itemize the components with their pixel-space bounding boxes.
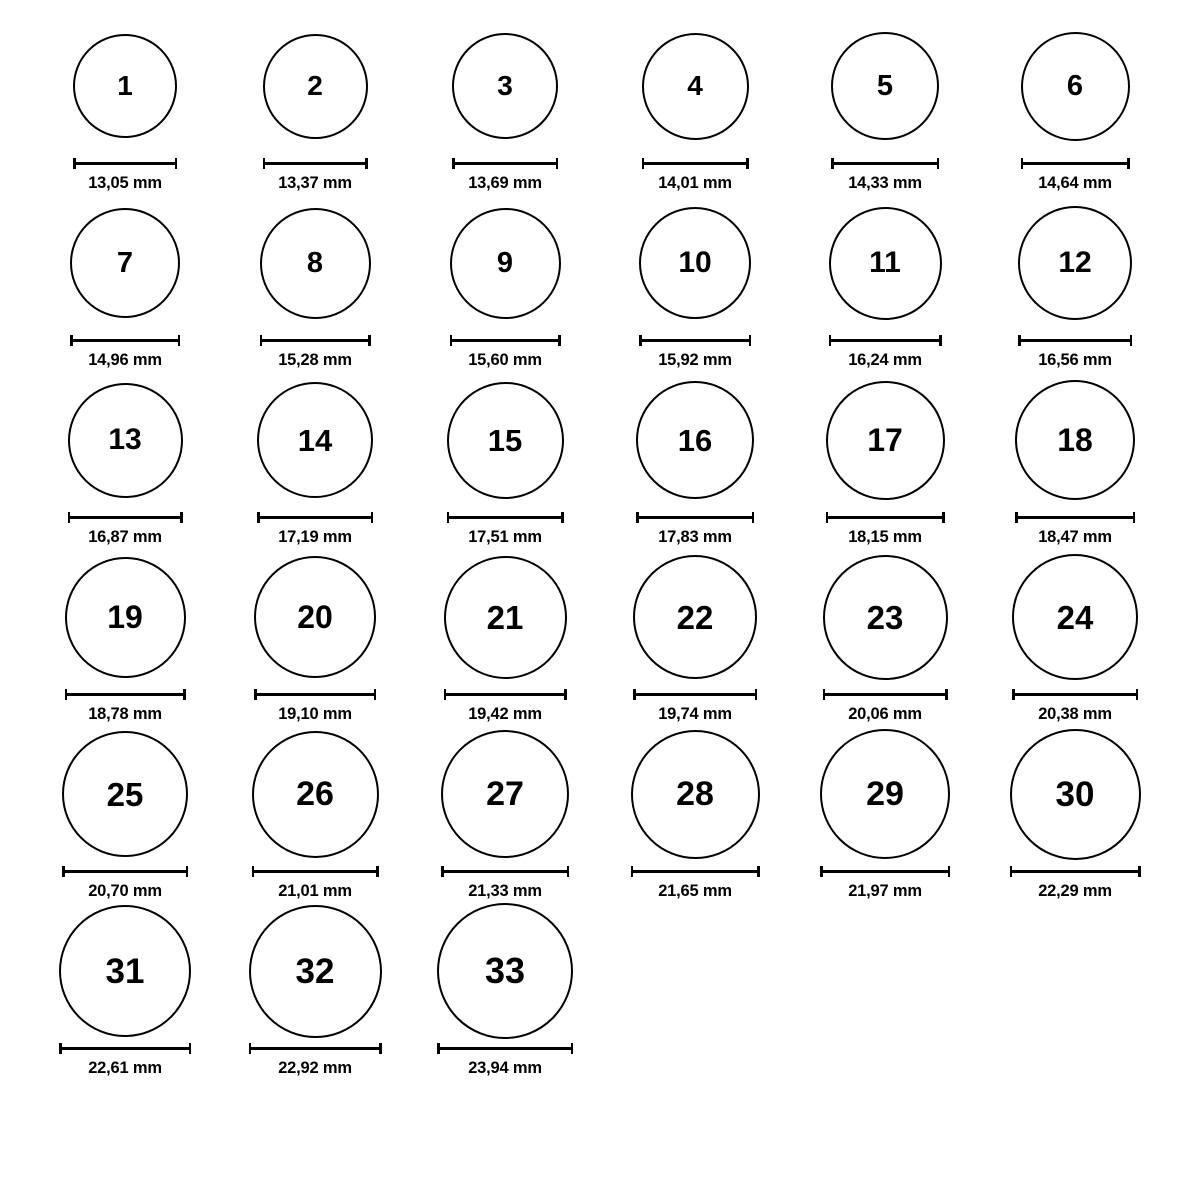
ring-circle xyxy=(829,207,942,320)
ring-size-label: 2 xyxy=(307,70,323,101)
ring-circle-wrap xyxy=(59,903,191,1039)
diameter-measure xyxy=(70,335,180,370)
ring-circle-wrap xyxy=(829,195,942,331)
ring-size-label: 16 xyxy=(677,422,713,458)
ring-circle-wrap xyxy=(249,903,382,1039)
ring-size-label: 20 xyxy=(297,599,333,635)
measure-bar-icon xyxy=(826,512,945,523)
ring-circle-wrap xyxy=(1021,18,1130,154)
measure-bar-line xyxy=(260,339,371,342)
ring-size-cell xyxy=(220,18,410,195)
measure-bar-line xyxy=(831,162,939,165)
diameter-value: 14,33 mm xyxy=(848,174,922,192)
measure-bar-line xyxy=(447,516,564,519)
measure-bar-line xyxy=(59,1047,191,1050)
diameter-value: 13,05 mm xyxy=(88,174,162,192)
ring-circle-wrap xyxy=(252,726,379,862)
ring-circle-wrap xyxy=(441,726,569,862)
diameter-value: 18,78 mm xyxy=(88,705,162,723)
ring-size-label: 7 xyxy=(116,246,134,279)
ring-size-cell xyxy=(30,18,220,195)
ring-circle xyxy=(1012,554,1138,680)
ring-circle xyxy=(249,905,382,1038)
diameter-value: 16,24 mm xyxy=(848,351,922,369)
diameter-value: 22,61 mm xyxy=(88,1059,162,1077)
ring-circle xyxy=(639,207,751,319)
measure-bar-icon xyxy=(437,1043,573,1054)
ring-size-label: 22 xyxy=(676,598,714,636)
diameter-value: 21,65 mm xyxy=(658,882,732,900)
diameter-measure xyxy=(1015,512,1135,547)
ring-circle xyxy=(444,556,567,679)
diameter-value: 14,96 mm xyxy=(88,351,162,369)
diameter-measure xyxy=(1021,158,1130,193)
diameter-value: 17,83 mm xyxy=(658,528,732,546)
measure-bar-line xyxy=(633,693,757,696)
ring-size-cell xyxy=(790,372,980,549)
ring-circle xyxy=(65,557,186,678)
ring-circle xyxy=(252,731,379,858)
ring-circle xyxy=(437,903,573,1039)
measure-bar-line xyxy=(823,693,948,696)
ring-size-label: 1 xyxy=(117,70,133,101)
measure-bar-icon xyxy=(636,512,754,523)
ring-circle xyxy=(441,730,569,858)
ring-size-label: 13 xyxy=(108,423,142,456)
diameter-value: 17,51 mm xyxy=(468,528,542,546)
ring-size-label: 23 xyxy=(866,598,904,636)
ring-size-label: 15 xyxy=(487,422,523,458)
diameter-measure xyxy=(633,689,757,724)
ring-circle-wrap xyxy=(636,372,754,508)
diameter-value: 21,01 mm xyxy=(278,882,352,900)
ring-size-label: 4 xyxy=(687,70,703,101)
ring-circle-wrap xyxy=(437,903,573,1039)
diameter-measure xyxy=(829,335,942,370)
ring-size-label: 14 xyxy=(297,422,333,458)
ring-size-cell xyxy=(410,549,600,726)
ring-size-label: 19 xyxy=(107,599,143,635)
ring-circle-wrap xyxy=(1010,726,1141,862)
ring-size-cell xyxy=(790,726,980,903)
measure-bar-icon xyxy=(450,335,561,346)
ring-circle-wrap xyxy=(826,372,945,508)
measure-bar-icon xyxy=(59,1043,191,1054)
diameter-measure xyxy=(260,335,371,370)
measure-bar-line xyxy=(639,339,751,342)
diameter-measure xyxy=(1012,689,1138,724)
ring-size-label: 30 xyxy=(1055,774,1095,814)
measure-bar-line xyxy=(452,162,558,165)
ring-circle-wrap xyxy=(65,549,186,685)
ring-circle-wrap xyxy=(260,195,371,331)
ring-circle xyxy=(260,208,371,319)
ring-circle xyxy=(257,382,373,498)
ring-circle xyxy=(1010,729,1141,860)
diameter-value: 13,37 mm xyxy=(278,174,352,192)
diameter-measure xyxy=(642,158,749,193)
ring-size-label: 3 xyxy=(497,70,513,101)
measure-bar-line xyxy=(437,1047,573,1050)
diameter-value: 20,06 mm xyxy=(848,705,922,723)
diameter-value: 17,19 mm xyxy=(278,528,352,546)
measure-bar-icon xyxy=(73,158,177,169)
measure-bar-icon xyxy=(252,866,379,877)
measure-bar-line xyxy=(450,339,561,342)
measure-bar-icon xyxy=(249,1043,382,1054)
measure-bar-line xyxy=(73,162,177,165)
ring-size-label: 18 xyxy=(1057,422,1093,458)
ring-circle xyxy=(70,208,180,318)
ring-size-cell xyxy=(790,195,980,372)
diameter-measure xyxy=(252,866,379,901)
diameter-measure xyxy=(441,866,569,901)
measure-bar-line xyxy=(65,693,186,696)
diameter-value: 20,38 mm xyxy=(1038,705,1112,723)
measure-bar-line xyxy=(826,516,945,519)
diameter-value: 15,60 mm xyxy=(468,351,542,369)
ring-size-label: 31 xyxy=(105,951,145,991)
measure-bar-line xyxy=(1018,339,1132,342)
measure-bar-icon xyxy=(441,866,569,877)
measure-bar-icon xyxy=(1018,335,1132,346)
ring-circle xyxy=(62,731,188,857)
ring-circle-wrap xyxy=(820,726,950,862)
measure-bar-icon xyxy=(447,512,564,523)
measure-bar-icon xyxy=(263,158,368,169)
diameter-measure xyxy=(1018,335,1132,370)
measure-bar-line xyxy=(631,870,760,873)
ring-size-cell xyxy=(600,195,790,372)
ring-circle xyxy=(452,33,558,139)
measure-bar-icon xyxy=(820,866,950,877)
measure-bar-icon xyxy=(260,335,371,346)
diameter-measure xyxy=(823,689,948,724)
measure-bar-line xyxy=(263,162,368,165)
ring-circle-wrap xyxy=(70,195,180,331)
ring-size-cell xyxy=(220,726,410,903)
ring-size-label: 24 xyxy=(1056,598,1094,636)
measure-bar-icon xyxy=(1012,689,1138,700)
diameter-value: 18,15 mm xyxy=(848,528,922,546)
ring-size-label: 32 xyxy=(295,951,335,991)
ring-circle-wrap xyxy=(450,195,561,331)
measure-bar-line xyxy=(829,339,942,342)
measure-bar-icon xyxy=(68,512,183,523)
ring-size-cell xyxy=(30,726,220,903)
diameter-measure xyxy=(639,335,751,370)
ring-size-cell xyxy=(30,372,220,549)
ring-circle-wrap xyxy=(254,549,376,685)
measure-bar-icon xyxy=(444,689,567,700)
measure-bar-icon xyxy=(257,512,373,523)
ring-size-grid xyxy=(0,18,1200,1080)
diameter-value: 18,47 mm xyxy=(1038,528,1112,546)
ring-size-label: 26 xyxy=(296,775,334,813)
diameter-measure xyxy=(62,866,188,901)
ring-size-cell xyxy=(220,372,410,549)
ring-size-label: 27 xyxy=(486,775,524,813)
ring-size-cell xyxy=(410,726,600,903)
diameter-value: 14,01 mm xyxy=(658,174,732,192)
ring-size-label: 17 xyxy=(867,422,903,458)
diameter-measure xyxy=(249,1043,382,1078)
ring-size-cell xyxy=(980,18,1170,195)
measure-bar-line xyxy=(820,870,950,873)
ring-size-cell xyxy=(980,726,1170,903)
measure-bar-icon xyxy=(633,689,757,700)
diameter-measure xyxy=(631,866,760,901)
measure-bar-line xyxy=(249,1047,382,1050)
measure-bar-icon xyxy=(831,158,939,169)
measure-bar-line xyxy=(257,516,373,519)
measure-bar-icon xyxy=(631,866,760,877)
ring-size-label: 21 xyxy=(486,598,524,636)
ring-circle-wrap xyxy=(642,18,749,154)
ring-size-cell xyxy=(790,549,980,726)
ring-size-cell xyxy=(220,195,410,372)
measure-bar-icon xyxy=(1015,512,1135,523)
diameter-value: 13,69 mm xyxy=(468,174,542,192)
diameter-measure xyxy=(59,1043,191,1078)
diameter-value: 22,92 mm xyxy=(278,1059,352,1077)
ring-circle-wrap xyxy=(631,726,760,862)
diameter-value: 16,56 mm xyxy=(1038,351,1112,369)
diameter-measure xyxy=(257,512,373,547)
ring-circle xyxy=(826,381,945,500)
diameter-measure xyxy=(1010,866,1141,901)
ring-circle xyxy=(633,555,757,679)
measure-bar-icon xyxy=(254,689,376,700)
ring-circle xyxy=(636,381,754,499)
ring-circle-wrap xyxy=(68,372,183,508)
ring-circle xyxy=(68,383,183,498)
ring-size-cell xyxy=(410,18,600,195)
diameter-measure xyxy=(820,866,950,901)
diameter-value: 14,64 mm xyxy=(1038,174,1112,192)
diameter-measure xyxy=(254,689,376,724)
ring-circle xyxy=(263,34,368,139)
ring-size-cell xyxy=(30,903,220,1080)
measure-bar-line xyxy=(62,870,188,873)
measure-bar-icon xyxy=(1010,866,1141,877)
ring-circle xyxy=(73,34,177,138)
ring-size-cell xyxy=(600,18,790,195)
ring-circle xyxy=(1015,380,1135,500)
ring-size-label: 12 xyxy=(1058,246,1092,279)
measure-bar-line xyxy=(444,693,567,696)
ring-size-cell xyxy=(600,726,790,903)
ring-circle xyxy=(831,32,939,140)
ring-circle xyxy=(820,729,950,859)
ring-size-label: 5 xyxy=(876,69,894,102)
measure-bar-icon xyxy=(1021,158,1130,169)
measure-bar-line xyxy=(636,516,754,519)
measure-bar-line xyxy=(254,693,376,696)
diameter-value: 21,33 mm xyxy=(468,882,542,900)
measure-bar-line xyxy=(252,870,379,873)
diameter-value: 15,28 mm xyxy=(278,351,352,369)
diameter-value: 20,70 mm xyxy=(88,882,162,900)
ring-circle-wrap xyxy=(1018,195,1132,331)
ring-size-label: 25 xyxy=(106,775,144,813)
diameter-measure xyxy=(65,689,186,724)
measure-bar-line xyxy=(1015,516,1135,519)
diameter-measure xyxy=(68,512,183,547)
ring-size-cell xyxy=(220,903,410,1080)
diameter-measure xyxy=(437,1043,573,1078)
ring-size-cell xyxy=(220,549,410,726)
diameter-measure xyxy=(263,158,368,193)
ring-size-label: 29 xyxy=(866,775,904,813)
diameter-value: 23,94 mm xyxy=(468,1059,542,1077)
ring-size-label: 6 xyxy=(1066,69,1084,102)
diameter-measure xyxy=(444,689,567,724)
ring-circle-wrap xyxy=(1015,372,1135,508)
ring-size-cell xyxy=(980,195,1170,372)
ring-circle-wrap xyxy=(633,549,757,685)
ring-size-cell xyxy=(410,372,600,549)
ring-circle-wrap xyxy=(831,18,939,154)
measure-bar-icon xyxy=(70,335,180,346)
diameter-value: 21,97 mm xyxy=(848,882,922,900)
measure-bar-icon xyxy=(829,335,942,346)
ring-size-cell xyxy=(30,549,220,726)
ring-size-cell xyxy=(600,372,790,549)
ring-circle-wrap xyxy=(447,372,564,508)
ring-circle xyxy=(1018,206,1132,320)
ring-size-cell xyxy=(790,18,980,195)
ring-size-cell xyxy=(600,549,790,726)
ring-circle-wrap xyxy=(62,726,188,862)
measure-bar-line xyxy=(1010,870,1141,873)
ring-size-label: 28 xyxy=(676,775,714,813)
diameter-measure xyxy=(831,158,939,193)
ring-circle xyxy=(447,382,564,499)
ring-size-cell xyxy=(980,372,1170,549)
diameter-measure xyxy=(826,512,945,547)
ring-circle-wrap xyxy=(1012,549,1138,685)
measure-bar-icon xyxy=(65,689,186,700)
measure-bar-line xyxy=(1021,162,1130,165)
ring-circle xyxy=(631,730,760,859)
measure-bar-icon xyxy=(642,158,749,169)
ring-circle-wrap xyxy=(452,18,558,154)
ring-circle-wrap xyxy=(263,18,368,154)
measure-bar-icon xyxy=(823,689,948,700)
diameter-measure xyxy=(73,158,177,193)
ring-circle xyxy=(1021,32,1130,141)
diameter-measure xyxy=(452,158,558,193)
measure-bar-line xyxy=(441,870,569,873)
ring-circle xyxy=(254,556,376,678)
diameter-value: 19,74 mm xyxy=(658,705,732,723)
measure-bar-line xyxy=(70,339,180,342)
diameter-measure xyxy=(450,335,561,370)
diameter-value: 19,42 mm xyxy=(468,705,542,723)
ring-size-cell xyxy=(30,195,220,372)
measure-bar-line xyxy=(642,162,749,165)
diameter-measure xyxy=(447,512,564,547)
ring-circle-wrap xyxy=(73,18,177,154)
measure-bar-icon xyxy=(639,335,751,346)
ring-circle xyxy=(450,208,561,319)
ring-circle-wrap xyxy=(444,549,567,685)
ring-size-cell xyxy=(410,195,600,372)
diameter-measure xyxy=(636,512,754,547)
ring-circle xyxy=(642,33,749,140)
diameter-value: 19,10 mm xyxy=(278,705,352,723)
ring-size-label: 10 xyxy=(678,246,712,279)
diameter-value: 16,87 mm xyxy=(88,528,162,546)
diameter-value: 15,92 mm xyxy=(658,351,732,369)
measure-bar-icon xyxy=(452,158,558,169)
measure-bar-line xyxy=(68,516,183,519)
ring-circle xyxy=(59,905,191,1037)
ring-circle-wrap xyxy=(257,372,373,508)
ring-size-label: 11 xyxy=(869,246,901,279)
ring-circle xyxy=(823,555,948,680)
diameter-value: 22,29 mm xyxy=(1038,882,1112,900)
ring-circle-wrap xyxy=(639,195,751,331)
ring-size-label: 9 xyxy=(496,246,514,279)
ring-circle-wrap xyxy=(823,549,948,685)
ring-size-cell xyxy=(410,903,600,1080)
ring-size-label: 8 xyxy=(306,246,324,279)
measure-bar-line xyxy=(1012,693,1138,696)
measure-bar-icon xyxy=(62,866,188,877)
ring-size-label: 33 xyxy=(484,950,526,991)
ring-size-cell xyxy=(980,549,1170,726)
